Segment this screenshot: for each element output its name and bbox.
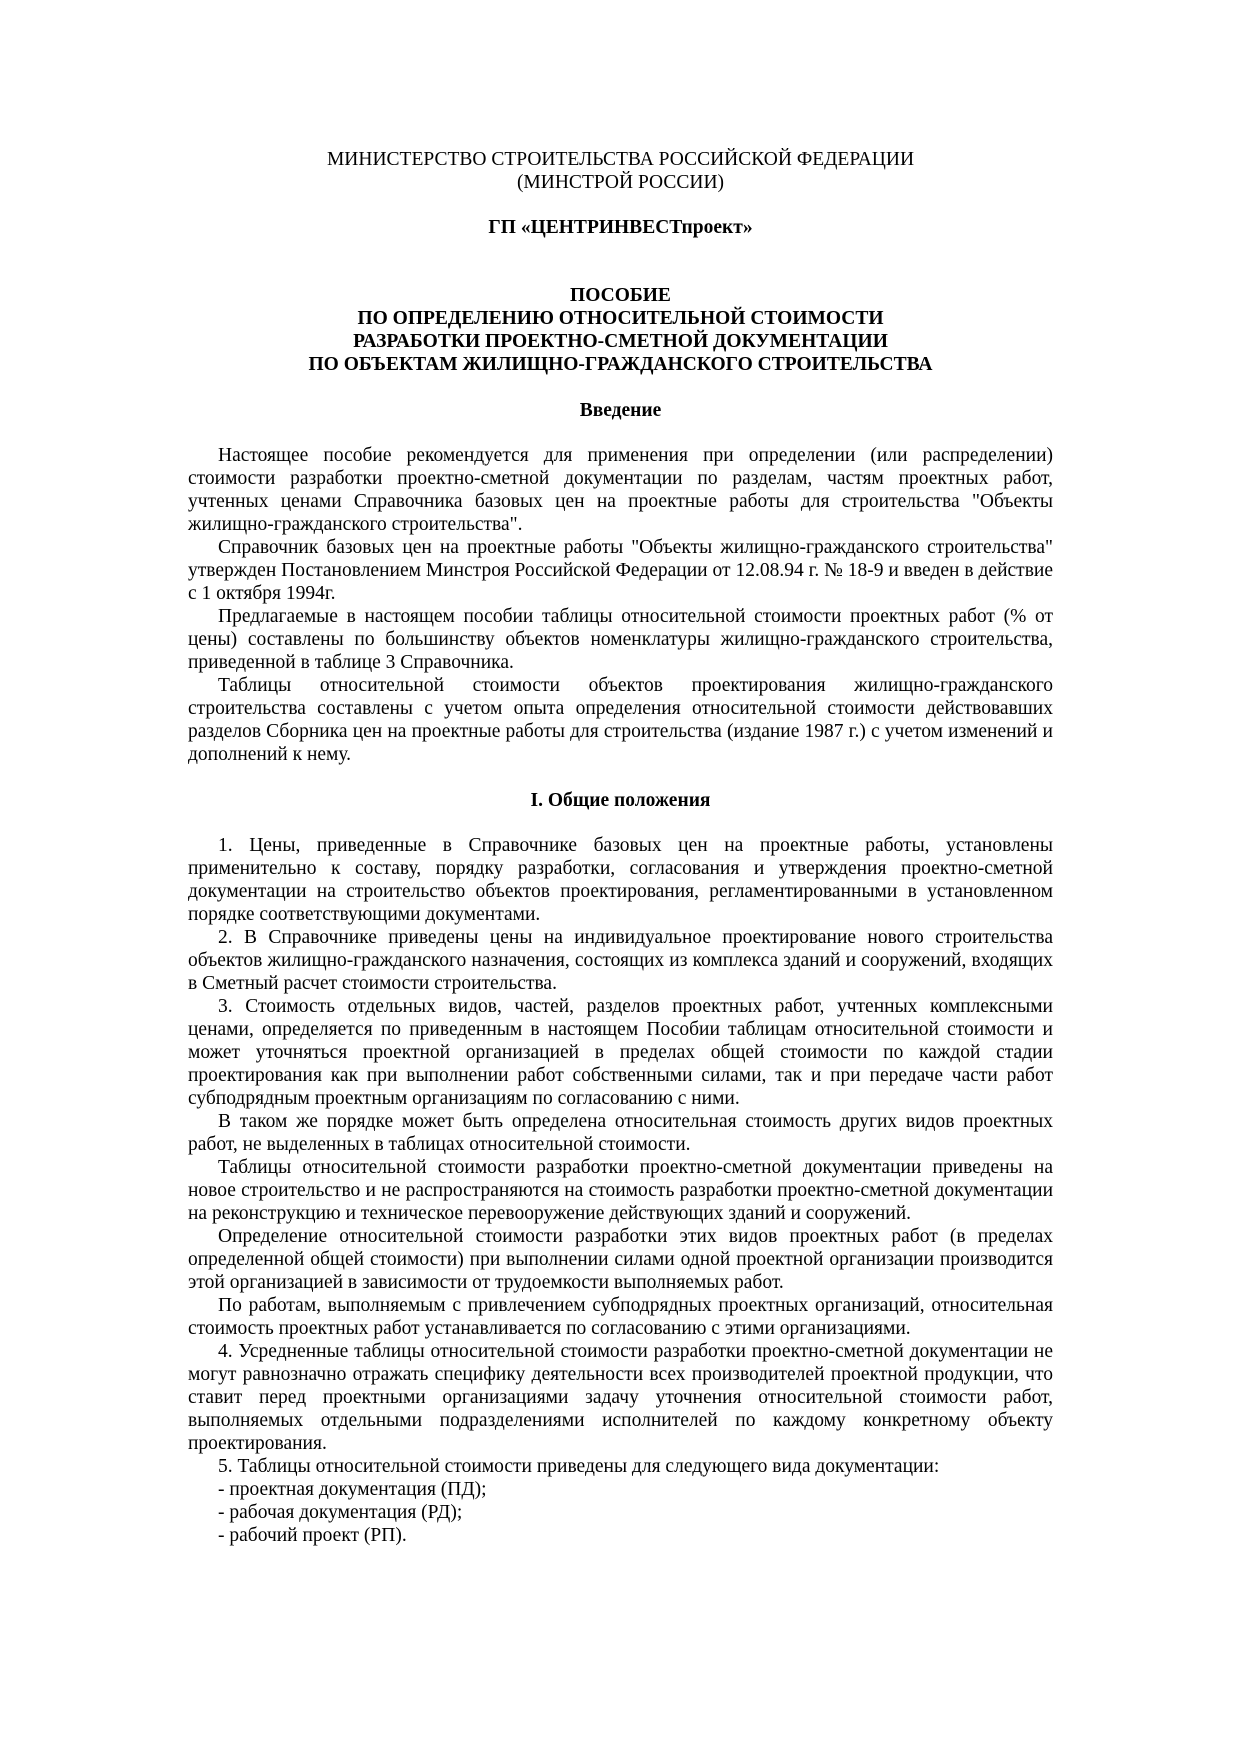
ministry-abbreviation: (МИНСТРОЙ РОССИИ) [516,172,725,193]
title-line-4: ПО ОБЪЕКТАМ ЖИЛИЩНО-ГРАЖДАНСКОГО СТРОИТЕЛЬСТВА [308,354,933,375]
paragraph: В таком же порядке может быть определена относительная стоимость других видов проектных работ, не выделенных в таблицах относительной стоимости. [188,1111,1053,1155]
paragraph: 3. Стоимость отдельных видов, частей, разделов проектных работ, учтенных комплексными ценами, определяется по приведенным в настоящем Пособии таблицам относительной стоимости и может уточняться проектной организацией в пределах общей стоимости по каждой стадии проектирования как при выполнении работ собственными силами, так и при передаче части работ субподрядным проектным организациям по согласованию с ними. [188,996,1053,1109]
list-item: - рабочая документация (РД); [218,1502,463,1523]
ministry-name: МИНИСТЕРСТВО СТРОИТЕЛЬСТВА РОССИЙСКОЙ ФЕДЕРАЦИИ [326,149,915,170]
paragraph: 2. В Справочнике приведены цены на индивидуальное проектирование нового строительства объектов жилищно-гражданского назначения, состоящих из комплекса зданий и сооружений, входящих в Сметный расчет стоимости строительства. [188,927,1053,994]
title-line-3: РАЗРАБОТКИ ПРОЕКТНО-СМЕТНОЙ ДОКУМЕНТАЦИИ [353,331,888,352]
paragraph: Справочник базовых цен на проектные работы "Объекты жилищно-гражданского строительства" утвержден Постановлением Минстроя Российской Федерации от 12.08.94 г. № 18-9 и введен в действие с 1 октября 1994г. [188,537,1053,604]
introduction-body [188,444,1053,766]
organization-name: ГП «ЦЕНТРИНВЕСТпроект» [488,217,753,238]
paragraph: Таблицы относительной стоимости объектов проектирования жилищно-гражданского строительства составлены с учетом опыта определения относительной стоимости действовавших разделов Сборника цен на проектные работы для строительства (издание 1987 г.) с учетом изменений и дополнений к нему. [188,675,1053,765]
paragraph: Предлагаемые в настоящем пособии таблицы относительной стоимости проектных работ (% от цены) составлены по большинству объектов номенклатуры жилищно-гражданского строительства, приведенной в таблице 3 Справочника. [188,606,1053,673]
list-item: - рабочий проект (РП). [218,1525,407,1546]
paragraph: По работам, выполняемым с привлечением субподрядных проектных организаций, относительная стоимость проектных работ устанавливается по согласованию с этими организациями. [188,1295,1053,1339]
introduction-heading: Введение [579,400,662,421]
ministry-header [188,148,1053,194]
paragraph: Настоящее пособие рекомендуется для применения при определении (или распределении) стоимости разработки проектно-сметной документации по разделам, частям проектных работ, учтенных ценами Справочника базовых цен на проектные работы для строительства "Объекты жилищно-гражданского строительства". [188,445,1053,535]
paragraph: 5. Таблицы относительной стоимости приведены для следующего вида документации: [218,1456,940,1477]
general-provisions-body [188,834,1053,1547]
paragraph: 4. Усредненные таблицы относительной стоимости разработки проектно-сметной документации не могут равнозначно отражать специфику деятельности всех производителей проектной продукции, что ставит перед проектными организациями задачу уточнения относительной стоимости работ, выполняемых отдельными подразделениями исполнителей по каждому конкретному объекту проектирования. [188,1341,1053,1454]
paragraph: Определение относительной стоимости разработки этих видов проектных работ (в пределах определенной общей стоимости) при выполнении силами одной проектной организации производится этой организацией в зависимости от трудоемкости выполняемых работ. [188,1226,1053,1293]
document-title [188,284,1053,376]
paragraph: 1. Цены, приведенные в Справочнике базовых цен на проектные работы, установлены применительно к составу, порядку разработки, согласования и утверждения проектно-сметной документации на строительство объектов проектирования, регламентированными в установленном порядке соответствующими документами. [188,835,1053,925]
title-line-1: ПОСОБИЕ [570,285,671,306]
general-provisions-heading: I. Общие положения [530,790,711,811]
title-line-2: ПО ОПРЕДЕЛЕНИЮ ОТНОСИТЕЛЬНОЙ СТОИМОСТИ [357,308,884,329]
paragraph: Таблицы относительной стоимости разработки проектно-сметной документации приведены на новое строительство и не распространяются на стоимость разработки проектно-сметной документации на реконструкцию и техническое перевооружение действующих зданий и сооружений. [188,1157,1053,1224]
list-item: - проектная документация (ПД); [218,1479,487,1500]
